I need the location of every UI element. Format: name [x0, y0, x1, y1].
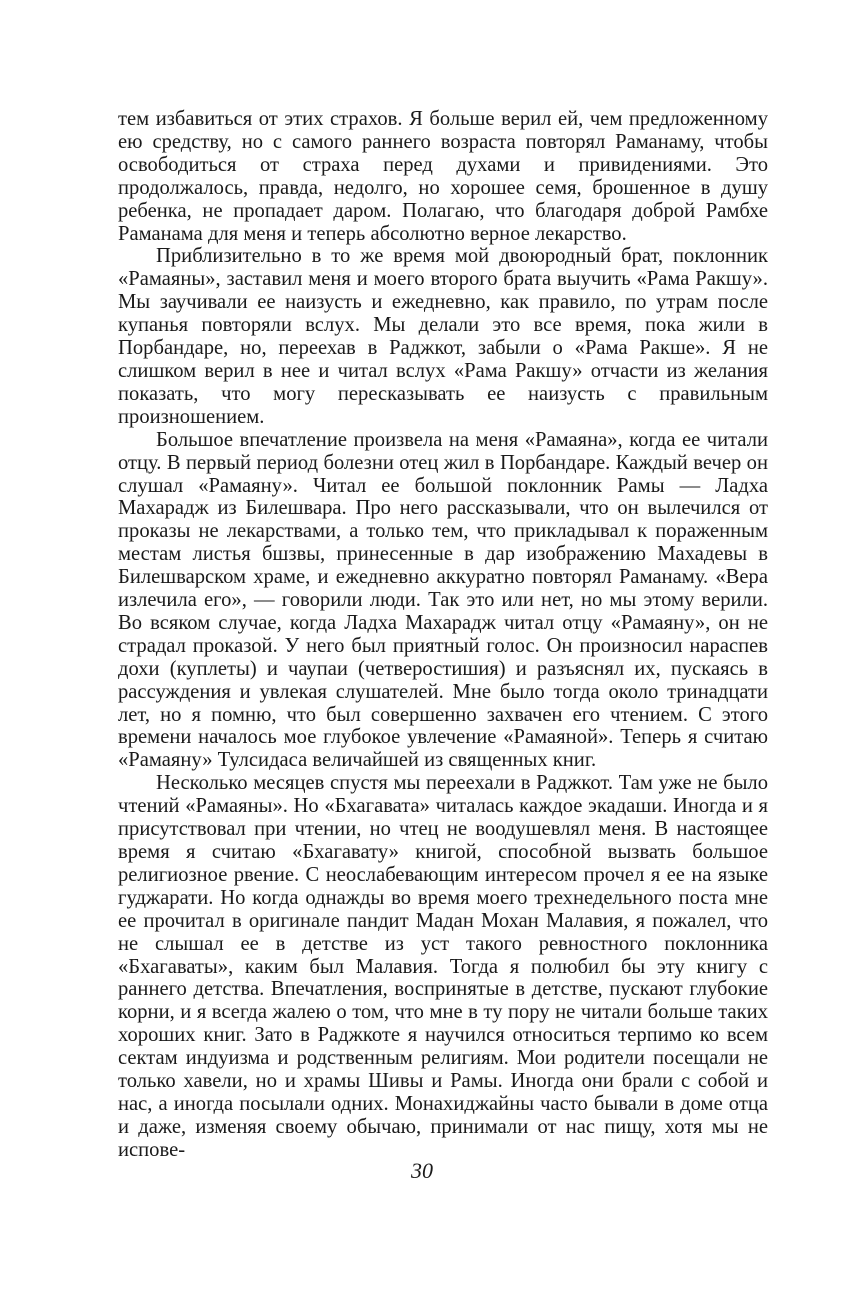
paragraph-2: Приблизительно в то же время мой двоюродный брат, поклонник «Рамаяны», заставил меня и моего второго брата выучить «Рама Ракшу». Мы заучивали ее наизусть и ежедневно, как правило, по утрам после купанья повторяли вслух. Мы делали это все время, пока жили в Порбандаре, но, переехав в Раджкот, забыли о «Рама Ракше». Я не слишком верил в нее и читал вслух «Рама Ракшу» отчасти из желания показать, что могу пересказывать ее наизусть с правильным произношением. [118, 245, 768, 428]
page-body [118, 108, 768, 1162]
paragraph-4: Несколько месяцев спустя мы переехали в Раджкот. Там уже не было чтений «Рамаяны». Но «Бхагавата» читалась каждое экадаши. Иногда и я присутствовал при чтении, но чтец не воодушевлял меня. В настоящее время я считаю «Бхагавату» книгой, способной вызвать большое религиозное рвение. С неослабевающим интересом прочел я ее на языке гуджарати. Но когда однажды во время моего трехнедельного поста мне ее прочитал в оригинале пандит Мадан Мохан Малавия, я пожалел, что не слышал ее в детстве из уст такого ревностного поклонника «Бхагаваты», каким был Малавия. Тогда я полюбил бы эту книгу с раннего детства. Впечатления, воспринятые в детстве, пускают глубокие корни, и я всегда жалею о том, что мне в ту пору не читали больше таких хороших книг. Зато в Раджкоте я научился относиться терпимо ко всем сектам индуизма и родственным религиям. Мои родители посещали не только хавели, но и храмы Шивы и Рамы. Иногда они брали с собой и нас, а иногда посылали одних. Монахиджайны часто бывали в доме отца и даже, изменяя своему обычаю, принимали от нас пищу, хотя мы не испове- [118, 772, 768, 1161]
page-number: 30 [411, 1158, 433, 1183]
paragraph-3: Большое впечатление произвела на меня «Рамаяна», когда ее читали отцу. В первый период болезни отец жил в Порбандаре. Каждый вечер он слушал «Рамаяну». Читал ее большой поклонник Рамы — Ладха Махарадж из Билешвара. Про него рассказывали, что он вылечился от проказы не лекарствами, а только тем, что прикладывал к пораженным местам листья бшзвы, принесенные в дар изображению Махадевы в Билешварском храме, и ежедневно аккуратно повторял Раманаму. «Вера излечила его», — говорили люди. Так это или нет, но мы этому верили. Во всяком случае, когда Ладха Махарадж читал отцу «Рамаяну», он не страдал проказой. У него был приятный голос. Он произносил нараспев дохи (куплеты) и чаупаи (четверостишия) и разъяснял их, пускаясь в рассуждения и увлекая слушателей. Мне было тогда около тринадцати лет, но я помню, что был совершенно захвачен его чтением. С этого времени началось мое глубокое увлечение «Рамаяной». Теперь я считаю «Рамаяну» Тулсидаса величайшей из священных книг. [118, 428, 768, 772]
paragraph-1: тем избавиться от этих страхов. Я больше верил ей, чем предложенному ею средству, но с самого раннего возраста повторял Раманаму, чтобы освободиться от страха перед духами и привидениями. Это продолжалось, правда, недолго, но хорошее семя, брошенное в душу ребенка, не пропадает даром. Полагаю, что благодаря доброй Рамбхе Раманама для меня и теперь абсолютно верное лекарство. [118, 108, 768, 245]
